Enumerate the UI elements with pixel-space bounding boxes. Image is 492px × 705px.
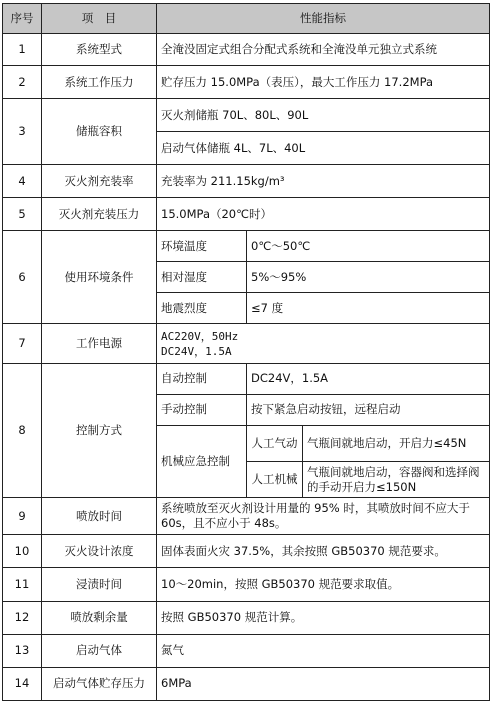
row-number: 8 [3, 363, 42, 497]
control-mech-gas-value: 气瓶间就地启动，开启力≤45N [303, 425, 490, 461]
row-number: 13 [3, 634, 42, 667]
row-spec-power [157, 324, 490, 363]
row-number: 1 [3, 33, 42, 65]
row-item: 灭火剂充装率 [42, 165, 157, 198]
control-mech-label: 机械应急控制 [157, 425, 247, 497]
row-spec-cylinder: 灭火剂储瓶 70L、80L、90L [157, 99, 490, 132]
table-row [3, 198, 490, 231]
row-spec: 系统喷放至灭火剂设计用量的 95% 时，其喷放时间不应大于 60s，且不应小于 48s。 [157, 498, 490, 535]
header-row [3, 4, 490, 34]
row-item: 灭火设计浓度 [42, 535, 157, 568]
row-number: 12 [3, 601, 42, 634]
control-auto-label: 自动控制 [157, 363, 247, 394]
table-row [3, 324, 490, 363]
row-number: 9 [3, 498, 42, 535]
env-value-temperature: 0℃～50℃ [247, 231, 490, 262]
row-number: 11 [3, 568, 42, 601]
table-row [3, 99, 490, 132]
env-value-humidity: 5%～95% [247, 262, 490, 293]
table-row [3, 165, 490, 198]
control-manual-value: 按下紧急启动按钮，远程启动 [247, 394, 490, 425]
row-item: 储瓶容积 [42, 99, 157, 165]
row-number: 2 [3, 66, 42, 99]
row-spec-start-cylinder: 启动气体储瓶 4L、7L、40L [157, 132, 490, 165]
control-mech-mech-label: 人工机械 [247, 461, 303, 497]
env-label-seismic: 地震烈度 [157, 293, 247, 324]
row-item: 系统工作压力 [42, 66, 157, 99]
row-spec: 全淹没固定式组合分配式系统和全淹没单元独立式系统 [157, 33, 490, 65]
power-ac: AC220V，50Hz [161, 329, 239, 343]
table-row [3, 568, 490, 601]
row-number: 10 [3, 535, 42, 568]
row-item: 喷放剩余量 [42, 601, 157, 634]
row-number: 14 [3, 667, 42, 700]
row-number: 5 [3, 198, 42, 231]
env-label-temperature: 环境温度 [157, 231, 247, 262]
table-row [3, 667, 490, 700]
table-row [3, 33, 490, 65]
env-label-humidity: 相对湿度 [157, 262, 247, 293]
table-row [3, 66, 490, 99]
table-row [3, 231, 490, 262]
row-spec: 固体表面火灾 37.5%，其余按照 GB50370 规范要求。 [157, 535, 490, 568]
row-number: 7 [3, 324, 42, 363]
env-value-seismic: ≤7 度 [247, 293, 490, 324]
power-dc: DC24V，1.5A [161, 344, 232, 358]
control-auto-value: DC24V，1.5A [247, 363, 490, 394]
table-row [3, 498, 490, 535]
table-row [3, 601, 490, 634]
header-spec: 性能指标 [157, 4, 490, 34]
header-item: 项 目 [42, 4, 157, 34]
row-spec: 按照 GB50370 规范计算。 [157, 601, 490, 634]
row-item: 系统型式 [42, 33, 157, 65]
row-item: 喷放时间 [42, 498, 157, 535]
control-mech-gas-label: 人工气动 [247, 425, 303, 461]
control-mech-mech-value: 气瓶间就地启动，容器阀和选择阀的手动开启力≤150N [303, 461, 490, 497]
header-no: 序号 [3, 4, 42, 34]
row-item: 浸渍时间 [42, 568, 157, 601]
row-spec: 贮存压力 15.0MPa（表压），最大工作压力 17.2MPa [157, 66, 490, 99]
row-spec: 10～20min，按照 GB50370 规范要求取值。 [157, 568, 490, 601]
table-row [3, 363, 490, 394]
table-row [3, 634, 490, 667]
row-number: 3 [3, 99, 42, 165]
table-row [3, 535, 490, 568]
row-spec: 6MPa [157, 667, 490, 700]
spec-table [2, 3, 490, 701]
row-item: 灭火剂充装压力 [42, 198, 157, 231]
control-manual-label: 手动控制 [157, 394, 247, 425]
row-item: 启动气体 [42, 634, 157, 667]
row-item: 控制方式 [42, 363, 157, 497]
row-spec: 氮气 [157, 634, 490, 667]
row-number: 6 [3, 231, 42, 324]
row-spec: 充装率为 211.15kg/m³ [157, 165, 490, 198]
row-item: 启动气体贮存压力 [42, 667, 157, 700]
row-spec: 15.0MPa（20℃时） [157, 198, 490, 231]
row-number: 4 [3, 165, 42, 198]
row-item: 使用环境条件 [42, 231, 157, 324]
row-item: 工作电源 [42, 324, 157, 363]
